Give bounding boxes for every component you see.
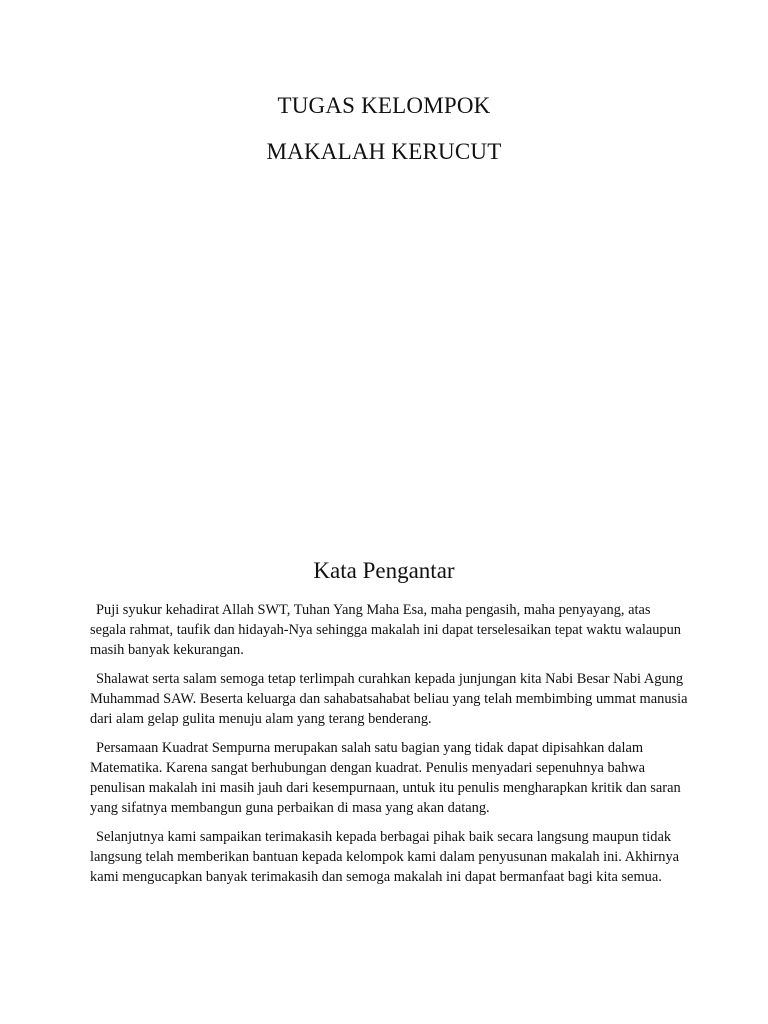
cover-title-line1: TUGAS KELOMPOK	[277, 93, 491, 118]
preface-body	[90, 600, 688, 896]
preface-paragraph-3: Persamaan Kuadrat Sempurna merupakan salah satu bagian yang tidak dapat dipisahkan dalam Matematika. Karena sangat berhubungan dengan kuadrat. Penulis menyadari sepenuhnya bahwa penulisan makalah ini masih jauh dari kesempurnaan, untuk itu penulis mengharapkan kritik dan saran yang sifatnya membangun guna perbaikan di masa yang akan datang.	[90, 740, 681, 816]
cover-title-line2: MAKALAH KERUCUT	[266, 139, 502, 164]
preface-paragraph-2: Shalawat serta salam semoga tetap terlimpah curahkan kepada junjungan kita Nabi Besar Nabi Agung Muhammad SAW. Beserta keluarga dan sahabatsahabat beliau yang telah membimbing ummat manusia dari alam gelap gulita menuju alam yang terang benderang.	[90, 671, 688, 727]
preface-heading: Kata Pengantar	[313, 558, 455, 583]
preface-paragraph-1: Puji syukur kehadirat Allah SWT, Tuhan Yang Maha Esa, maha pengasih, maha penyayang, atas segala rahmat, taufik dan hidayah-Nya sehingga makalah ini dapat terselesaikan tepat waktu walaupun masih banyak kekurangan.	[90, 602, 681, 658]
preface-paragraph-4: Selanjutnya kami sampaikan terimakasih kepada berbagai pihak baik secara langsung maupun tidak langsung telah memberikan bantuan kepada kelompok kami dalam penyusunan makalah ini. Akhirnya kami mengucapkan banyak terimakasih dan semoga makalah ini dapat bermanfaat bagi kita semua.	[90, 829, 680, 885]
